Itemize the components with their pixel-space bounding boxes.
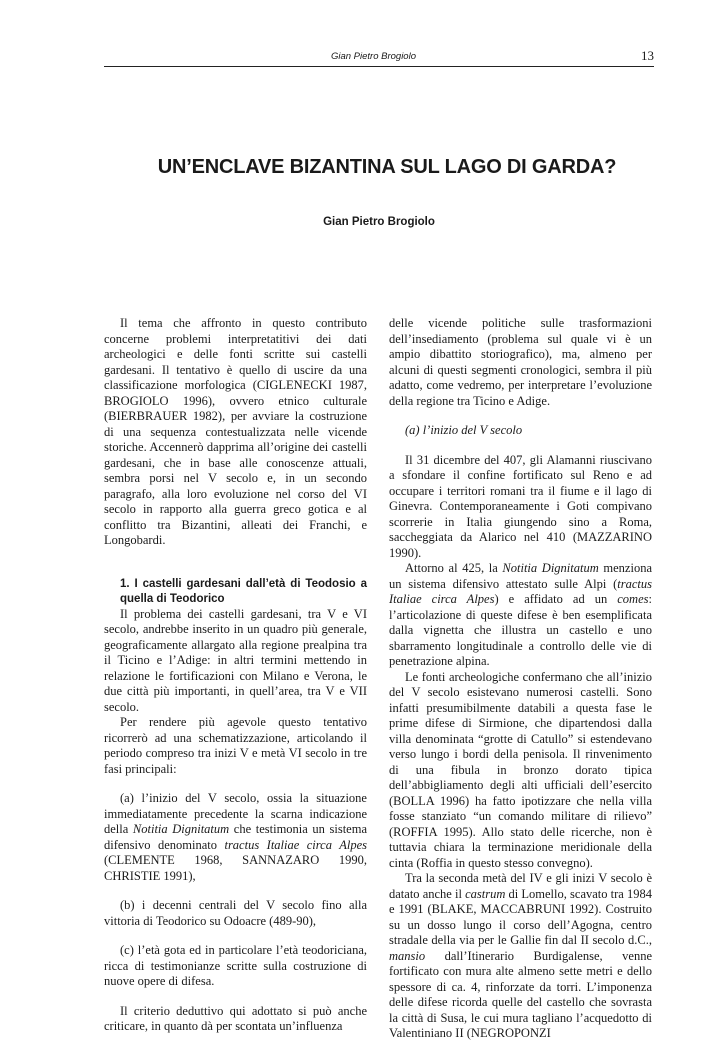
subsection-heading: (a) l’inizio del V secolo [405, 423, 523, 437]
body-paragraph: Il criterio deduttivo qui adottato si può anche criticare, in quanto dà per scontata un’influenza [104, 1003, 367, 1033]
list-item-b: (b) i decenni centrali del V secolo fino alla vittoria di Teodorico su Odoacre (489-90), [104, 898, 367, 928]
running-author: Gian Pietro Brogiolo [330, 51, 416, 62]
body-paragraph: delle vicende politiche sulle trasformazioni dell’insediamento (problema sul quale vi è un ampio dibattito storiografico), ma, almeno per alcuni di questi segmenti cronologici, sembra il più adatto, come vedremo, per interpretare l’evoluzione della regione tra Ticino e Adige. [389, 316, 652, 408]
body-paragraph: Il 31 dicembre del 407, gli Alamanni riuscivano a sfondare il confine fortificato sul Reno e ad occupare i territori romani tra il fiume e il lago di Ginevra. Contemporaneamente i Goti compivano scorrerie in Italia giungendo sino a Roma, saccheggiata da Alarico nel 410 (MAZZARINO 1990). [389, 452, 652, 560]
body-paragraph [389, 871, 652, 1042]
body-paragraph: Le fonti archeologiche confermano che all’inizio del V secolo esistevano numerosi castelli. Sono infatti presumibilmente databili a questa fase le prime difese di Sirmione, che dipartendosi dalla villa denominata “grotte di Catullo” si estendevano verso lungo i bordi della penisola. Il rinvenimento di una fibula in bronzo dorato tipica dell’abbigliamento degli alti ufficiali dell’esercito (BOLLA 1996) ha fatto ipotizzare che nella villa fosse stanziato “un comando militare di rilievo” (ROFFIA 1995). Allo stato delle ricerche, non è tuttavia chiara la terminazione meridionale della cinta (Roffia in questo stesso convegno). [389, 669, 652, 870]
body-paragraph: Per rendere più agevole questo tentativo ricorrerò ad una schematizzazione, articolando il periodo compreso tra inizi V e metà VI secolo in tre fasi principali: [104, 715, 367, 776]
page-number: 13 [641, 48, 654, 63]
text-run: Tra la seconda metà del IV e gli inizi V secolo è datato anche il [389, 871, 652, 901]
text-run: menziona un sistema difensivo attestato sulle Alpi ( [389, 561, 652, 591]
italic-term: Notitia Dignitatum [502, 561, 599, 575]
article-title: UN’ENCLAVE BIZANTINA SUL LAGO DI GARDA? [157, 156, 617, 178]
italic-term: Notitia Dignitatum [132, 822, 230, 836]
text-run: dall’Itinerario Burdigalense, venne fortificato con mura alte almeno sette metri e dello spessore di ca. 4, rinforzate da torri. L’imponenza delle difese ricorda quelle del castello che sovrasta la città di Susa, le cui mura tagliano l’acquedotto di Valentiniano II (NEGROPONZI [389, 948, 652, 1040]
right-column [389, 316, 652, 1042]
list-item-c: (c) l’età gota ed in particolare l’età teodoriciana, ricca di testimonianze scritte sulla costruzione di nuove opere di difesa. [104, 943, 367, 988]
text-run: (CLEMENTE 1968, SANNAZARO 1990, CHRISTIE 1991), [104, 853, 367, 883]
italic-term: castrum [465, 886, 506, 901]
article-author: Gian Pietro Brogiolo [323, 216, 435, 228]
italic-term: comes [617, 592, 649, 606]
text-run: : l’articolazione di queste difese è ben esemplificata dalla vignetta che illustra un castello e uno sbarramento longitudinale a controllo delle vie di penetrazione alpina. [389, 592, 652, 668]
body-paragraph [389, 561, 652, 670]
body-paragraph: Il problema dei castelli gardesani, tra V e VI secolo, andrebbe inserito in un quadro più generale, geograficamente allargato alla regione prealpina tra il Ticino e l’Adige: in altri termini mettendo in relazione le fortificazioni con Milano e Verona, le due città più importanti, in quell’area, tra V e VII secolo. [104, 606, 367, 714]
text-run: di Lomello, scavato tra 1984 e 1991 (BLAKE, MACCABRUNI 1992). Costruito su un dosso lungo il corso dell’Agogna, centro stradale della via per le Gallie fin dal II secolo d.C., [389, 886, 652, 947]
section-heading: 1. I castelli gardesani dall’età di Teodosio a quella di Teodorico [120, 577, 367, 605]
list-item-a [104, 791, 367, 884]
text-run: (a) l’inizio del V secolo, ossia la situazione immediatamente precedente la scarna indicazione della [104, 791, 367, 836]
text-run: ) e affidato ad un [494, 592, 618, 606]
italic-term: tractus Italiae circa Alpes [224, 837, 367, 852]
running-header [104, 50, 654, 67]
italic-term: mansio [389, 948, 426, 963]
intro-paragraph: Il tema che affronto in questo contributo concerne problemi interpretatitivi dei dati archeologici e delle fonti scritte sui castelli gardesani. Il tentativo è quello di uscire da una classificazione morfologica (CIGLENECKI 1987, BROGIOLO 1996), ovvero etnico culturale (BIERBRAUER 1982), per avviare la costruzione di una sequenza contestualizzata nelle vicende storiche. Accennerò dapprima all’origine dei castelli gardesani, che in base alle conoscenze attuali, sembra porsi nel V secolo e, in un secondo paragrafo, alla loro evoluzione nel corso del VI secolo in rapporto alla guerra greco gotica e al conflitto tra Bizantini, alleati dei Franchi, e Longobardi. [104, 316, 367, 547]
italic-term: tractus Italiae circa Alpes [389, 576, 652, 606]
text-run: che testimonia un sistema difensivo denominato [104, 822, 367, 852]
left-column [104, 316, 367, 1035]
text-run: Attorno al 425, la [405, 561, 503, 575]
